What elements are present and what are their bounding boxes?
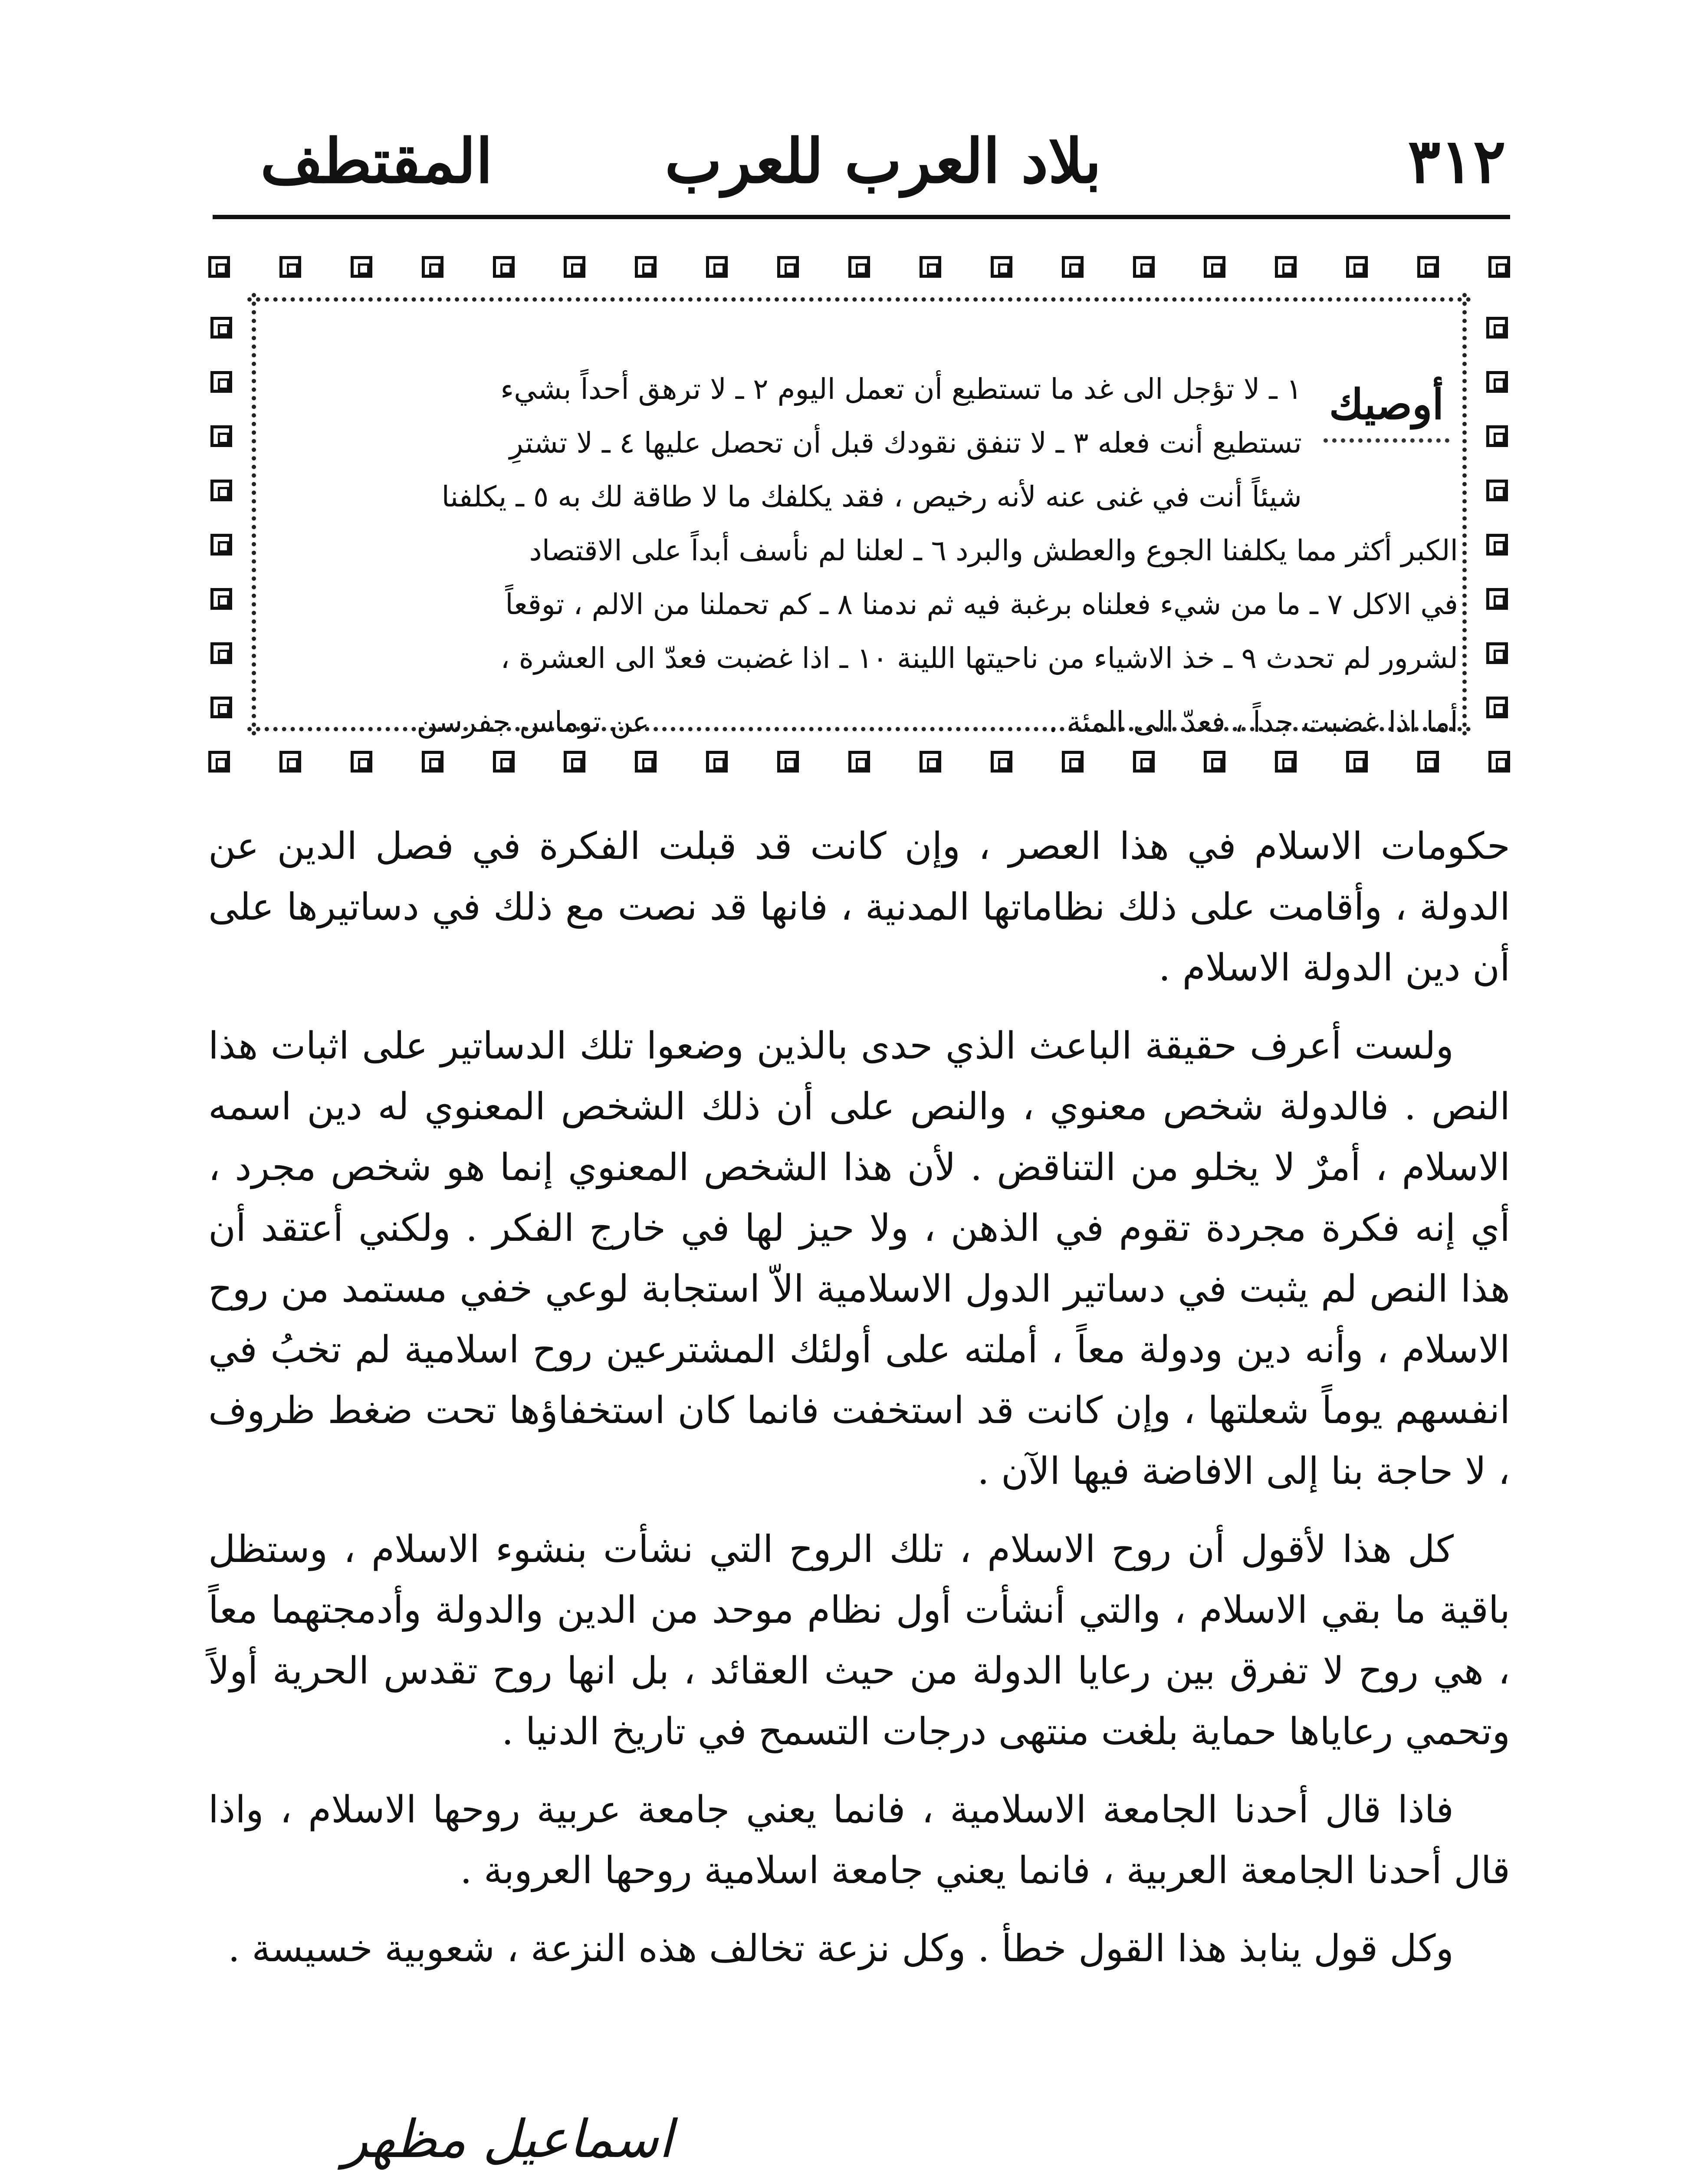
border-ornament-icon bbox=[1486, 534, 1508, 556]
dotted-line-left bbox=[252, 293, 256, 736]
box-border-left bbox=[208, 254, 234, 775]
border-ornament-icon bbox=[1275, 751, 1297, 773]
border-ornament-icon bbox=[210, 425, 232, 447]
advice-line: ١ ـ لا تؤجل الى غد ما تستطيع أن تعمل اليوم ٢ ـ لا ترهق أحداً بشيء bbox=[500, 372, 1302, 406]
dotted-line-top bbox=[247, 297, 1471, 302]
border-ornament-icon bbox=[422, 751, 443, 773]
magazine-name: المقتطف bbox=[260, 126, 493, 197]
border-ornament-icon bbox=[1486, 480, 1508, 501]
paragraph: ولست أعرف حقيقة الباعث الذي حدى بالذين وضعوا تلك الدساتير على اثبات هذا النص . فالدولة شخص معنوي ، والنص على أن ذلك الشخص المعنوي له دين اسمه الاسلام ، أمرٌ لا يخلو من التناقض . لأن هذا الشخص المعنوي إنما هو شخص مجرد ، أي إنه فكرة مجردة تقوم في الذهن ، ولا حيز لها في خارج الفكر . ولكني أعتقد أن هذا النص لم يثبت في دساتير الدول الاسلامية الاّ استجابة لوعي خفي مستمد من روح الاسلام ، وأنه دين ودولة معاً ، أملته على أولئك المشترعين روح اسلامية لم تخبُ في انفسهم يوماً شعلتها ، وإن كانت قد استخفت فانما كان استخفاؤها تحت ضغط ظروف ، لا حاجة بنا إلى الافاضة فيها الآن . bbox=[208, 1024, 1510, 1493]
border-ornament-icon bbox=[991, 751, 1012, 773]
advice-line: شيئاً أنت في غنى عنه لأنه رخيص ، فقد يكلفك ما لا طاقة لك به ٥ ـ يكلفنا bbox=[441, 480, 1302, 513]
dotted-line-right bbox=[1462, 293, 1467, 736]
border-ornament-icon bbox=[706, 256, 728, 278]
border-ornament-icon bbox=[1133, 256, 1155, 278]
border-ornament-icon bbox=[279, 751, 301, 773]
border-ornament-icon bbox=[210, 317, 232, 339]
border-ornament-icon bbox=[1204, 751, 1225, 773]
border-ornament-icon bbox=[1486, 317, 1508, 339]
border-ornament-icon bbox=[920, 256, 941, 278]
border-ornament-icon bbox=[635, 751, 657, 773]
border-ornament-icon bbox=[279, 256, 301, 278]
border-ornament-icon bbox=[210, 480, 232, 501]
border-ornament-icon bbox=[351, 256, 372, 278]
border-ornament-icon bbox=[1062, 256, 1084, 278]
border-ornament-icon bbox=[1346, 256, 1368, 278]
border-ornament-icon bbox=[493, 751, 515, 773]
advice-box bbox=[208, 254, 1510, 775]
page-header bbox=[260, 126, 1506, 213]
header-rule bbox=[213, 215, 1510, 219]
border-ornament-icon bbox=[1062, 751, 1084, 773]
box-border-right bbox=[1484, 254, 1510, 775]
border-ornament-icon bbox=[210, 534, 232, 556]
border-ornament-icon bbox=[210, 371, 232, 393]
border-ornament-icon bbox=[1486, 371, 1508, 393]
border-ornament-icon bbox=[1275, 256, 1297, 278]
border-ornament-icon bbox=[1346, 751, 1368, 773]
advice-line: في الاكل ٧ ـ ما من شيء فعلناه برغبة فيه ثم ندمنا ٨ ـ كم تحملنا من الالم ، توقعاً bbox=[505, 588, 1458, 621]
border-ornament-icon bbox=[1133, 751, 1155, 773]
border-ornament-icon bbox=[777, 256, 799, 278]
border-ornament-icon bbox=[920, 751, 941, 773]
advice-list bbox=[260, 362, 1458, 685]
border-ornament-icon bbox=[210, 697, 232, 718]
border-ornament-icon bbox=[1204, 256, 1225, 278]
author-signature: اسماعيل مظهر bbox=[343, 2109, 673, 2170]
border-ornament-icon bbox=[210, 588, 232, 610]
border-ornament-icon bbox=[848, 751, 870, 773]
border-ornament-icon bbox=[351, 751, 372, 773]
border-ornament-icon bbox=[777, 751, 799, 773]
border-ornament-icon bbox=[493, 256, 515, 278]
border-ornament-icon bbox=[564, 751, 585, 773]
border-ornament-icon bbox=[635, 256, 657, 278]
border-ornament-icon bbox=[1486, 425, 1508, 447]
paragraph: وكل قول ينابذ هذا القول خطأ . وكل نزعة تخالف هذه النزعة ، شعوبية خسيسة . bbox=[228, 1927, 1454, 1970]
advice-line: أما اذا غضبت جداً ، فعدّ الى المئة . bbox=[1048, 705, 1458, 739]
border-ornament-icon bbox=[848, 256, 870, 278]
border-ornament-icon bbox=[1486, 697, 1508, 718]
advice-line: تستطيع أنت فعله ٣ ـ لا تنفق نقودك قبل أن تحصل عليها ٤ ـ لا تشترِ bbox=[509, 426, 1302, 460]
box-border-top bbox=[208, 254, 1510, 280]
border-ornament-icon bbox=[422, 256, 443, 278]
border-ornament-icon bbox=[1486, 588, 1508, 610]
border-ornament-icon bbox=[991, 256, 1012, 278]
border-ornament-icon bbox=[210, 642, 232, 664]
border-ornament-icon bbox=[1486, 642, 1508, 664]
advice-line: لشرور لم تحدث ٩ ـ خذ الاشياء من ناحيتها اللينة ١٠ ـ اذا غضبت فعدّ الى العشرة ، bbox=[500, 641, 1458, 675]
advice-content bbox=[260, 362, 1458, 739]
paragraph: فاذا قال أحدنا الجامعة الاسلامية ، فانما يعني جامعة عربية روحها الاسلام ، واذا قال أحدنا الجامعة العربية ، فانما يعني جامعة اسلامية روحها العروبة . bbox=[208, 1788, 1510, 1892]
paragraph: كل هذا لأقول أن روح الاسلام ، تلك الروح التي نشأت بنشوء الاسلام ، وستظل باقية ما بقي الاسلام ، والتي أنشأت أول نظام موحد من الدين والدولة وأدمجتهما معاً ، هي روح لا تفرق بين رعايا الدولة من حيث العقائد ، بل انها روح تقدس الحرية أولاً وتحمي رعاياها حماية بلغت منتهى درجات التسمح في تاريخ الدنيا . bbox=[208, 1528, 1510, 1753]
border-ornament-icon bbox=[706, 751, 728, 773]
paragraph: حكومات الاسلام في هذا العصر ، وإن كانت قد قبلت الفكرة في فصل الدين عن الدولة ، وأقامت على ذلك نظاماتها المدنية ، فانها قد نصت مع ذلك في دساتيرها على أن دين الدولة الاسلام . bbox=[208, 825, 1510, 990]
advice-last-line bbox=[260, 705, 1458, 739]
advice-line: الكبر أكثر مما يكلفنا الجوع والعطش والبرد ٦ ـ لعلنا لم نأسف أبداً على الاقتصاد bbox=[529, 534, 1458, 567]
article-body bbox=[208, 816, 1510, 1996]
border-ornament-icon bbox=[564, 256, 585, 278]
advice-attribution: عن توماس جفرسن bbox=[417, 705, 650, 739]
box-border-bottom bbox=[208, 749, 1510, 775]
border-ornament-icon bbox=[1417, 751, 1439, 773]
advice-title: أوصيك bbox=[1329, 380, 1444, 429]
article-title: بلاد العرب للعرب bbox=[664, 126, 1102, 197]
page-number: ٣١٢ bbox=[1408, 126, 1506, 197]
border-ornament-icon bbox=[1417, 256, 1439, 278]
